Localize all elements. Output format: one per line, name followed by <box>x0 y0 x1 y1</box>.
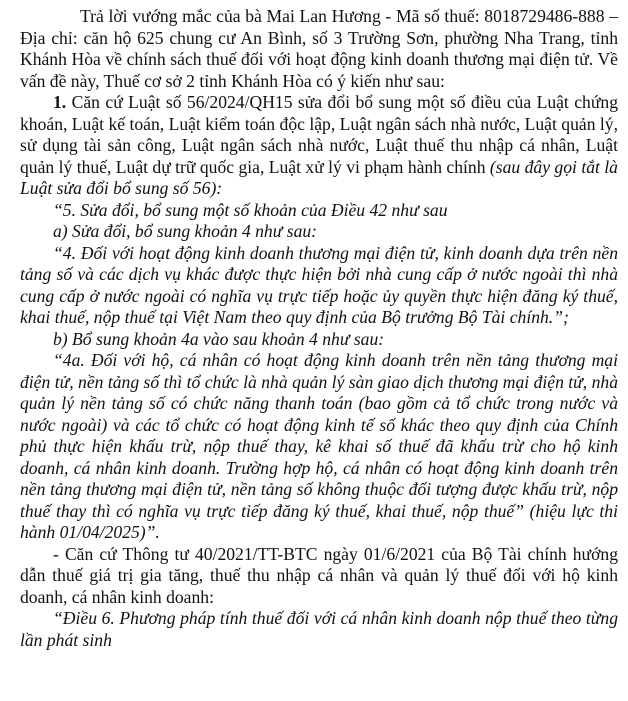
section-1-paragraph <box>20 92 618 200</box>
item-b: b) Bổ sung khoản 4a vào sau khoản 4 như sau: <box>53 328 385 349</box>
article-6-heading: “Điều 6. Phương pháp tính thuế đối với cá nhân kinh doanh nộp thuế theo từng lần phát sinh <box>20 608 618 650</box>
document-page <box>20 6 618 651</box>
section-1-abbreviation: (sau đây gọi tắt là Luật sửa đổi bổ sung số 56): <box>20 156 618 198</box>
intro-paragraph: Trả lời vướng mắc của bà Mai Lan Hương - Mã số thuế: 8018729486-888 – Địa chỉ: căn hộ 625 chung cư An Bình, số 3 Trường Sơn, phường Nha Trang, tỉnh Khánh Hòa về chính sách thuế đối với hoạt động kinh doanh thương mại điện tử. Về vấn đề này, Thuế cơ sở 2 tỉnh Khánh Hòa có ý kiến như sau: <box>20 6 618 91</box>
quote-clause-4: “4. Đối với hoạt động kinh doanh thương mại điện tử, kinh doanh dựa trên nền tảng số và các dịch vụ khác được thực hiện bởi nhà cung cấp ở nước ngoài thì nhà cung cấp ở nước ngoài có nghĩa vụ trực tiếp hoặc ủy quyền thực hiện đăng ký thuế, khai thuế, nộp thuế tại Việt Nam theo quy định của Bộ trưởng Bộ Tài chính.”; <box>20 242 618 327</box>
quote-clause-4a: “4a. Đối với hộ, cá nhân có hoạt động kinh doanh trên nền tảng thương mại điện tử, nền tảng số thì tổ chức là nhà quản lý sàn giao dịch thương mại điện tử, nhà quản lý nền tảng số có chức năng thanh toán (bao gồm cả tổ chức trong nước và nước ngoài) và các tổ chức có hoạt động kinh tế số khác theo quy định của Chính phủ thực hiện khấu trừ, nộp thuế thay, kê khai số thuế đã khấu trừ cho hộ kinh doanh, cá nhân kinh doanh. Trường hợp hộ, cá nhân có hoạt động kinh doanh trên nền tảng thương mại điện tử, nền tảng số không thuộc đối tượng được khấu trừ, nộp thuế thay thì có nghĩa vụ trực tiếp đăng ký thuế, khai thuế, nộp thuế” (hiệu lực thi hành 01/04/2025)”. <box>20 350 618 542</box>
circular-paragraph: - Căn cứ Thông tư 40/2021/TT-BTC ngày 01/6/2021 của Bộ Tài chính hướng dẫn thuế giá trị gia tăng, thuế thu nhập cá nhân và quản lý thuế đối với hộ kinh doanh, cá nhân kinh doanh: <box>20 543 618 607</box>
section-1-number: 1. <box>53 92 67 112</box>
section-1-body: Căn cứ Luật số 56/2024/QH15 sửa đổi bổ sung một số điều của Luật chứng khoán, Luật kế toán, Luật kiểm toán độc lập, Luật ngân sách nhà nước, Luật quản lý, sử dụng tài sản công, Luật ngân sách nhà nước, Luật thuế thu nhập cá nhân, Luật quản lý thuế, Luật dự trữ quốc gia, Luật xử lý vi phạm hành chính <box>20 92 618 177</box>
item-a: a) Sửa đổi, bổ sung khoản 4 như sau: <box>53 221 318 241</box>
quote-heading: “5. Sửa đổi, bổ sung một số khoản của Điều 42 như sau <box>53 199 448 220</box>
